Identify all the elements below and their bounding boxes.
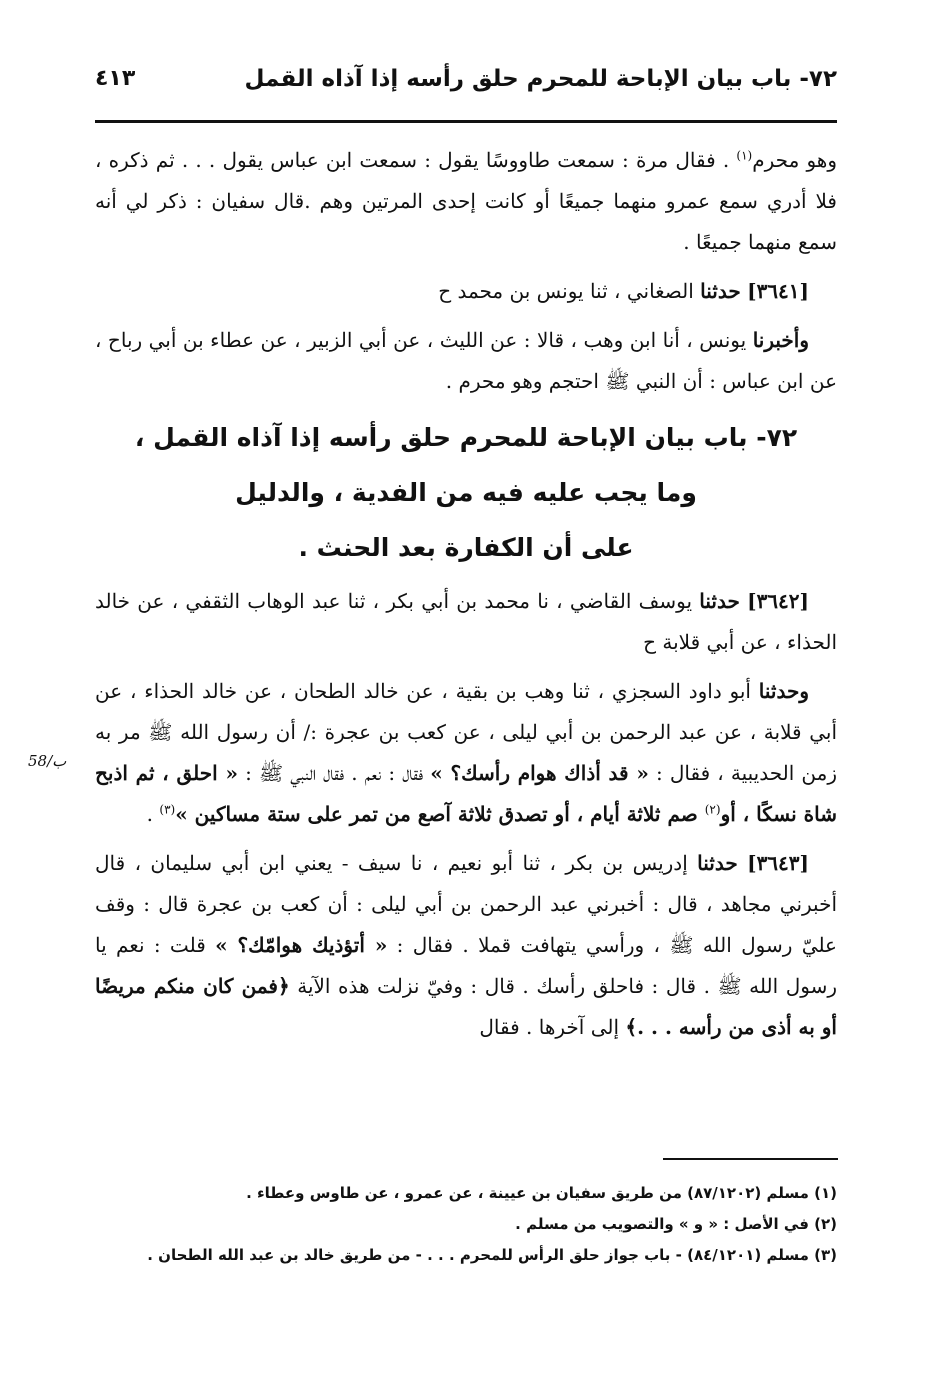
- footnotes: [95, 1178, 837, 1271]
- chapter-heading-line-2: وما يجب عليه فيه من الفدية ، والدليل: [235, 478, 697, 507]
- hadith-3641-chain: وأخبرنا يونس ، أنا ابن وهب ، قالا : عن الليث ، عن أبي الزبير ، عن عطاء بن أبي رباح ، عن ابن عباس : أن النبي ﷺ احتجم وهو محرم .: [95, 328, 837, 393]
- footnote-ref: (٢): [704, 802, 721, 817]
- header-divider: [95, 120, 837, 123]
- manuscript-folio-note: 58/ب: [28, 752, 67, 770]
- hadith-3642-chain: وحدثنا أبو داود السجزي ، ثنا وهب بن بقية ، عن خالد الطحان ، عن خالد الحذاء ، عن أبي قلابة ، عن عبد الرحمن بن أبي ليلى ، عن كعب بن عجرة :/ أن رسول الله ﷺ مر به زمن الحديبية ، فقال : « قد أذاك هوام رأسك؟ » فقال : نعم . فقال النبي ﷺ : « احلق ، ثم اذبح شاة نسكًا ، أو$^{(٢)}$ صم ثلاثة أيام ، أو تصدق ثلاثة آصع من تمر على ستة مساكين »$^{(٣)}$ .: [95, 679, 838, 826]
- quran-verse: ﴿فمن كان منكم مريضًا أو به أذى من رأسه . . .﴾: [95, 974, 837, 1039]
- footnote-1: (١) مسلم (٨٧/١٢٠٢) من طريق سفيان بن عيينة ، عن عمرو ، عن طاوس وعطاء .: [246, 1184, 837, 1202]
- chapter-heading-line-1: ٧٢- باب بيان الإباحة للمحرم حلق رأسه إذا آذاه القمل ،: [134, 423, 798, 452]
- hadith-3642: [٣٦٤٢] حدثنا يوسف القاضي ، نا محمد بن أبي بكر ، ثنا عبد الوهاب الثقفي ، عن خالد الحذاء ، عن أبي قلابة ح: [95, 589, 837, 654]
- page-number: ٤١٣: [95, 66, 136, 91]
- hadith-number: [٣٦٤١]: [747, 279, 809, 303]
- chapter-heading-line-3: على أن الكفارة بعد الحنث .: [298, 533, 634, 562]
- prophetic-quote: « قد أذاك هوام رأسك؟ »: [430, 761, 649, 785]
- hadith-3641: [٣٦٤١] حدثنا الصغاني ، ثنا يونس بن محمد ح: [438, 279, 809, 303]
- page-header: [95, 66, 837, 114]
- footnote-ref: (١): [736, 148, 753, 163]
- paragraph-continuation: وهو محرم$^{(١)}$ . فقال مرة : سمعت طاووسًا يقول : سمعت ابن عباس يقول . . . ثم ذكره ، فلا أدري سمع عمرو منهما جميعًا أو كانت إحدى المرتين وهم .قال سفيان : ذكر لي أنه سمع منهما جميعًا .: [95, 148, 837, 254]
- prophetic-quote: « احلق ، ثم اذبح شاة نسكًا ، أو: [95, 761, 837, 826]
- footnote-ref: (٣): [159, 802, 176, 817]
- chapter-heading: [95, 410, 837, 575]
- footnote-3: (٣) مسلم (٨٤/١٢٠١) - باب جواز حلق الرأس للمحرم . . . - من طريق خالد بن عبد الله الطحان .: [147, 1246, 837, 1264]
- hadith-3643: [٣٦٤٣] حدثنا إدريس بن بكر ، ثنا أبو نعيم ، نا سيف - يعني ابن أبي سليمان ، قال أخبرني مجاهد ، قال : أخبرني عبد الرحمن بن أبي ليلى : أن كعب بن عجرة قال : وقف عليّ رسول الله ﷺ ، ورأسي يتهافت قملا . فقال : « أتؤذيك هوامّك؟ » قلت : نعم يا رسول الله ﷺ . قال : فاحلق رأسك . قال : وفيّ نزلت هذه الآية ﴿فمن كان منكم مريضًا أو به أذى من رأسه . . .﴾ إلى آخرها . فقال: [95, 851, 837, 1039]
- footnote-2: (٢) في الأصل : « و » والتصويب من مسلم .: [515, 1215, 837, 1233]
- prophetic-quote: « أتؤذيك هوامّك؟ »: [215, 933, 388, 957]
- running-title: ٧٢- باب بيان الإباحة للمحرم حلق رأسه إذا آذاه القمل: [244, 66, 837, 92]
- footnote-divider: [663, 1158, 838, 1160]
- main-text: [95, 140, 837, 1056]
- hadith-number: [٣٦٤٣]: [747, 851, 809, 875]
- hadith-number: [٣٦٤٢]: [747, 589, 809, 613]
